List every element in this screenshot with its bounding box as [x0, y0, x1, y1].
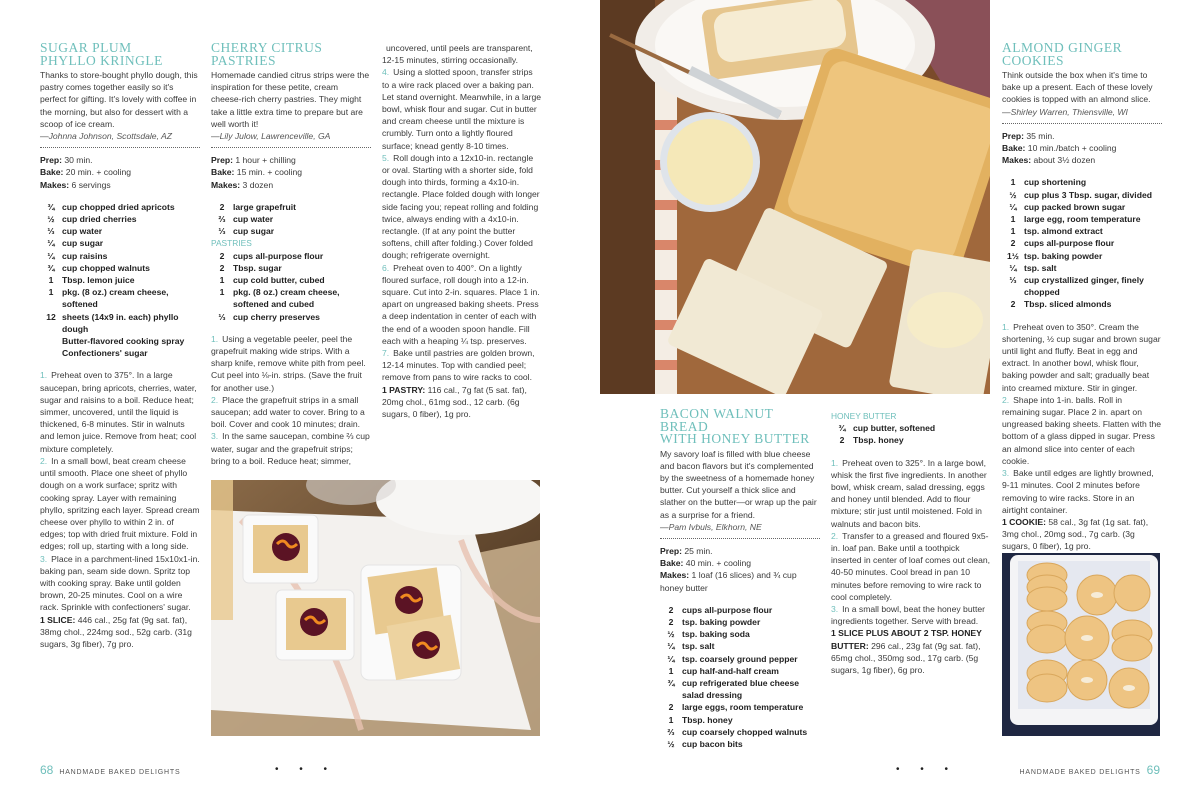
- ingredient-text: cup dried cherries: [62, 214, 137, 225]
- step-text: Place the grapefruit strips in a small saucepan; add water to cover. Bring to a boil. Cover and cook 10 minutes; drain.: [211, 394, 365, 430]
- instruction-step: [831, 457, 991, 530]
- ingredient-quantity: ¼: [47, 238, 55, 249]
- step-text: Using a vegetable peeler, peel the grapefruit making wide strips. With a sharp knife, remove white pith from peel. Cut peel into ⅛-in. strips. (Save the fruit for another use.): [211, 333, 366, 393]
- ingredient-text: sheets (14x9 in. each) phyllo dough: [62, 311, 179, 334]
- recipe-cherry-citrus-pastries: [211, 42, 371, 467]
- recipe-byline: —Pam Ivbuls, Elkhorn, NE: [660, 521, 762, 532]
- ingredient-item: [40, 286, 200, 310]
- ingredient-item: [211, 274, 371, 286]
- ingredient-text: cup raisins: [62, 250, 108, 261]
- step-number: 3.: [831, 604, 839, 615]
- prep-value: 35 min.: [1023, 130, 1055, 141]
- nutrition-value: 58 cal., 3g fat (1g sat. fat), 3mg chol., 20mg sod., 7g carb. (3g sugars, 0 fiber), 1g pro.: [1002, 516, 1149, 552]
- ingredient-quantity: ⅓: [218, 226, 226, 237]
- ingredient-item: [660, 714, 820, 726]
- nutrition-value: 296 cal., 23g fat (9g sat. fat), 65mg chol., 350mg sod., 17g carb. (5g sugars, 1g fiber), 6g pro.: [831, 640, 981, 676]
- ingredient-item: [1002, 250, 1162, 262]
- ingredient-text: pkg. (8 oz.) cream cheese, softened: [62, 287, 169, 310]
- makes-label: Makes:: [1002, 155, 1032, 166]
- instruction-step: [382, 42, 542, 66]
- step-text: Roll dough into a 12x10-in. rectangle or oval. Starting with a shorter side, fold dough into thirds, forming a 4x10-in. rectangle. Place folded dough with longer side facing you; repeat rolling and folding twice, always ending with a 4x10-in. rectangle. (If at any point the butter softens, chill after folding.) Cover folded dough; refrigerate overnight.: [382, 152, 540, 261]
- ingredient-text: cup cherry preserves: [233, 311, 320, 322]
- ingredient-list: [660, 604, 820, 750]
- ingredient-text: tsp. baking powder: [682, 616, 761, 627]
- instruction-step: [211, 333, 371, 394]
- ingredient-item: [660, 665, 820, 677]
- ingredient-item: [660, 616, 820, 628]
- ingredient-item: [1002, 298, 1162, 310]
- ingredient-text: Tbsp. honey: [853, 435, 904, 446]
- title-line-2: PASTRIES: [211, 52, 277, 68]
- ingredient-item: [1002, 225, 1162, 237]
- bake-label: Bake:: [1002, 143, 1026, 154]
- bacon-walnut-bread-photo: [600, 0, 990, 394]
- ingredient-item: [660, 677, 820, 701]
- ingredient-quantity: 2: [1010, 238, 1016, 249]
- bake-value: 40 min. + cooling: [683, 558, 752, 569]
- ingredient-quantity: 1: [1010, 214, 1016, 225]
- prep-value: 1 hour + chilling: [232, 155, 296, 166]
- ingredient-text: cups all-purpose flour: [233, 250, 324, 261]
- step-number: 1.: [831, 457, 839, 468]
- ingredient-text: tsp. salt: [1024, 262, 1057, 273]
- instruction-step: [382, 66, 542, 151]
- instruction-step: [211, 394, 371, 431]
- ingredient-item: [1002, 274, 1162, 298]
- title-line-2: WITH HONEY BUTTER: [660, 431, 810, 446]
- nutrition-value: 446 cal., 25g fat (9g sat. fat), 38mg chol., 224mg sod., 52g carb. (31g sugars, 3g fiber), 7g pro.: [40, 614, 192, 649]
- ingredient-item: [660, 628, 820, 640]
- ingredient-text: cup packed brown sugar: [1024, 201, 1126, 212]
- ingredient-item: [660, 738, 820, 750]
- recipe-intro: Homemade candied citrus strips were the inspiration for these petite, cream cheese-rich cherry pastries. They might take a little extra time to prepare but are well worth it!: [211, 70, 370, 129]
- instruction-step: [831, 530, 991, 603]
- makes-label: Makes:: [660, 570, 690, 581]
- bake-value: 20 min. + cooling: [63, 167, 132, 178]
- ingredient-text: cup water: [62, 226, 103, 237]
- ingredient-text: cup chopped walnuts: [62, 262, 150, 273]
- ingredient-text: tsp. baking powder: [1024, 250, 1103, 261]
- ingredient-item: [1002, 237, 1162, 249]
- recipe-sugar-plum-kringle: [40, 42, 200, 650]
- ingredient-list: [1002, 176, 1162, 310]
- ingredient-list-honey-butter: [831, 422, 991, 446]
- ingredient-item: [660, 640, 820, 652]
- ingredient-text: Tbsp. honey: [682, 714, 733, 725]
- ingredient-item: [40, 335, 200, 347]
- step-number: 3.: [40, 553, 48, 564]
- prep-label: Prep:: [40, 155, 62, 166]
- recipe-intro: Think outside the box when it's time to bake up a present. Each of these lovely cookies is topped with an almond slice.: [1002, 70, 1153, 105]
- recipe-almond-ginger-cookies: [1002, 42, 1162, 553]
- ingredient-quantity: 1: [219, 275, 225, 286]
- ingredient-quantity: [40, 347, 62, 359]
- ingredient-text: cup sugar: [62, 238, 104, 249]
- step-number: 2.: [211, 394, 219, 405]
- prep-label: Prep:: [1002, 130, 1024, 141]
- ingredient-item: [831, 422, 991, 434]
- nutrition-label: 1 SLICE PLUS ABOUT 2 TSP. HONEY BUTTER:: [831, 628, 982, 651]
- ingredient-item: [40, 274, 200, 286]
- ingredient-quantity: ½: [1009, 189, 1017, 200]
- footer-ornament-right: • • •: [896, 764, 958, 775]
- ingredient-item: [1002, 213, 1162, 225]
- ingredient-item: [1002, 201, 1162, 213]
- step-number: 1.: [211, 333, 219, 344]
- ingredient-item: [40, 201, 200, 213]
- instruction-step: [382, 152, 542, 262]
- instruction-step: [382, 262, 542, 347]
- ingredient-quantity: 1½: [1007, 250, 1019, 261]
- step-text: In the same saucepan, combine ⅔ cup water, sugar and the grapefruit strips; bring to a boil. Reduce heat; simmer,: [211, 431, 370, 466]
- nutrition-facts: [831, 627, 991, 676]
- footer-ornament-left: • • •: [275, 764, 337, 775]
- recipe-intro: My savory loaf is filled with blue cheese and bacon flavors but it's complemented by the sweetness of a homemade honey butter. Cut yourself a thick slice and slather on the butter—or wrap up the pair as a surprise for a friend.: [660, 448, 817, 520]
- bake-label: Bake:: [40, 167, 64, 178]
- nutrition-facts: [382, 384, 542, 421]
- recipe-byline: —Shirley Warren, Thiensville, WI: [1002, 106, 1128, 117]
- cookies-illustration: [1002, 553, 1160, 736]
- step-text: Preheat oven to 375°. In a large saucepan, bring apricots, cherries, water, sugar and raisins to a boil. Reduce heat; simmer, uncovered, until the liquid is thickened, 6-8 minutes. Stir in walnuts and lemon juice. Remove from heat; cool mixture completely.: [40, 370, 197, 454]
- nutrition-value: 116 cal., 7g fat (5 sat. fat), 20mg chol., 61mg sod., 12 carb. (6g sugars, 0 fiber), 1g pro.: [382, 384, 527, 420]
- prep-label: Prep:: [660, 545, 682, 556]
- nutrition-label: 1 COOKIE:: [1002, 516, 1046, 527]
- ingredient-item: [40, 213, 200, 225]
- title-line-1: ALMOND GINGER: [1002, 40, 1123, 55]
- step-text: In a small bowl, beat the honey butter ingredients together. Serve with bread.: [831, 604, 986, 627]
- ingredient-item: [660, 604, 820, 616]
- makes-label: Makes:: [40, 179, 70, 190]
- ingredient-text: large grapefruit: [233, 201, 297, 212]
- title-line-1: CHERRY CITRUS: [211, 40, 323, 55]
- step-text: Bake until pastries are golden brown, 12-14 minutes. Top with candied peel; remove from pans to wire racks to cool.: [382, 348, 535, 383]
- ingredient-quantity: ½: [47, 214, 55, 225]
- ingredient-quantity: ¼: [47, 250, 55, 261]
- nutrition-facts: [1002, 516, 1162, 553]
- ingredient-quantity: 1: [48, 275, 54, 286]
- prep-label: Prep:: [211, 155, 233, 166]
- ingredient-item: [211, 286, 371, 310]
- ingredient-item: [1002, 262, 1162, 274]
- step-text: Using a slotted spoon, transfer strips to a wire rack placed over a baking pan. Let stand overnight. Meanwhile, in a large bowl, whisk flour and sugar. Cut in butter and cream cheese until the mixture is crumbly. Turn onto a lightly floured surface; knead gently 8-10 times.: [382, 67, 542, 151]
- ingredient-text: cup butter, softened: [853, 423, 936, 434]
- step-text: Preheat oven to 325°. In a large bowl, whisk the first five ingredients. In another bowl, whisk cream, salad dressing, eggs and honey until blended. Add to flour mixture; stir just until moistened. Fold in walnuts and bacon bits.: [831, 457, 987, 529]
- step-list: [831, 457, 991, 628]
- title-line-2: PHYLLO KRINGLE: [40, 52, 163, 68]
- ingredient-text: cups all-purpose flour: [1024, 238, 1115, 249]
- step-list: [40, 369, 200, 613]
- ingredient-text: tsp. coarsely ground pepper: [682, 653, 798, 664]
- ingredient-quantity: 2: [668, 604, 674, 615]
- ingredient-subhead: PASTRIES: [211, 238, 252, 249]
- recipe-bacon-walnut-continued: [831, 410, 991, 676]
- ingredient-quantity: 1: [48, 287, 54, 298]
- recipe-title: [40, 42, 200, 67]
- ingredient-list: [211, 201, 371, 238]
- ingredient-item: [40, 237, 200, 249]
- ingredient-text: cup water: [233, 214, 274, 225]
- ingredient-quantity: 2: [668, 702, 674, 713]
- step-text: Preheat oven to 400°. On a lightly floured surface, roll dough into a 12-in. square. Cut into 2-in. squares. Place 1 in. apart on ungreased baking sheets. Press a deep indentation in center of each with the end of a wooden spoon handle. Fill each with a heaping ¼ tsp. preserves.: [382, 262, 540, 346]
- ingredient-item: [40, 262, 200, 274]
- ingredient-list-pastries: [211, 250, 371, 323]
- instruction-step: [40, 455, 200, 553]
- ingredient-quantity: 1: [668, 714, 674, 725]
- ingredient-subhead: HONEY BUTTER: [831, 411, 897, 421]
- ingredient-text: cup coarsely chopped walnuts: [682, 726, 808, 737]
- section-title: HANDMADE BAKED DELIGHTS: [59, 769, 181, 776]
- ingredient-item: [40, 250, 200, 262]
- ingredient-quantity: 2: [219, 250, 225, 261]
- ingredient-quantity: 2: [839, 435, 845, 446]
- ingredient-quantity: ⅓: [47, 226, 55, 237]
- almond-ginger-cookies-photo: [1002, 553, 1160, 736]
- recipe-meta: [660, 545, 820, 594]
- step-text: uncovered, until peels are transparent, 12-15 minutes, stirring occasionally.: [382, 43, 533, 66]
- ingredient-quantity: 1: [668, 665, 674, 676]
- ingredient-text: large eggs, room temperature: [682, 702, 804, 713]
- recipe-meta: [40, 154, 200, 191]
- step-number: 3.: [211, 431, 219, 442]
- instruction-step: [1002, 321, 1162, 394]
- step-text: In a small bowl, beat cream cheese until smooth. Place one sheet of phyllo dough on a work surface; spritz with cooking spray. Layer with remaining phyllo, spritzing each layer. Spread cream cheese over phyllo to within 2 in. of edges; top with dried fruit mixture. Fold in edges; roll up, starting with a long side.: [40, 455, 200, 552]
- recipe-title: [211, 42, 371, 67]
- makes-value: 1 loaf (16 slices) and ¾ cup honey butter: [660, 570, 797, 593]
- ingredient-quantity: 1: [1010, 226, 1016, 237]
- ingredient-text: cups all-purpose flour: [682, 604, 773, 615]
- ingredient-text: cup cold butter, cubed: [233, 275, 325, 286]
- prep-value: 25 min.: [681, 545, 713, 556]
- ingredient-text: cup crystallized ginger, finely chopped: [1024, 275, 1144, 298]
- recipe-cherry-citrus-continued: [382, 42, 542, 420]
- ingredient-item: [40, 225, 200, 237]
- ingredient-text: large egg, room temperature: [1024, 214, 1141, 225]
- ingredient-text: Confectioners' sugar: [62, 348, 148, 359]
- ingredient-quantity: 12: [46, 311, 56, 322]
- title-line-2: COOKIES: [1002, 52, 1065, 68]
- ingredient-quantity: ½: [667, 738, 675, 749]
- step-number: 7.: [382, 348, 390, 359]
- ingredient-quantity: ¼: [1009, 262, 1017, 273]
- ingredient-quantity: ¼: [1009, 201, 1017, 212]
- title-line-1: BACON WALNUT BREAD: [660, 406, 774, 434]
- step-number: 2.: [1002, 394, 1010, 405]
- recipe-byline: —Lily Julow, Lawrenceville, GA: [211, 131, 331, 142]
- dotted-divider: [211, 147, 371, 148]
- title-line-1: SUGAR PLUM: [40, 40, 132, 55]
- instruction-step: [211, 430, 371, 467]
- recipe-title: [660, 408, 820, 446]
- ingredient-quantity: ⅓: [1009, 275, 1017, 286]
- ingredient-text: cup sugar: [233, 226, 275, 237]
- dotted-divider: [660, 538, 820, 539]
- ingredient-quantity: ¾: [47, 262, 55, 273]
- ingredient-text: cup half-and-half cream: [682, 665, 779, 676]
- step-number: 1.: [40, 370, 48, 381]
- ingredient-text: cup shortening: [1024, 177, 1087, 188]
- instruction-step: [40, 553, 200, 614]
- ingredient-quantity: 2: [1010, 299, 1016, 310]
- ingredient-quantity: 1: [1010, 177, 1016, 188]
- ingredient-quantity: ¾: [838, 423, 846, 434]
- bake-value: 10 min./batch + cooling: [1025, 143, 1117, 154]
- ingredient-item: [211, 225, 371, 237]
- ingredient-item: [660, 726, 820, 738]
- step-number: 5.: [382, 152, 390, 163]
- ingredient-text: Tbsp. lemon juice: [62, 275, 135, 286]
- nutrition-label: 1 SLICE:: [40, 614, 76, 625]
- right-page-footer: [1020, 763, 1160, 777]
- recipe-byline: —Johnna Johnson, Scottsdale, AZ: [40, 131, 173, 142]
- step-text: Shape into 1-in. balls. Roll in remaining sugar. Place 2 in. apart on ungreased baking sheets. Flatten with the bottom of a glass dipped in sugar. Press an almond slice into center of each cookie.: [1002, 394, 1162, 466]
- ingredient-list: [40, 201, 200, 360]
- ingredient-item: [211, 201, 371, 213]
- nutrition-facts: [40, 614, 200, 651]
- ingredient-quantity: ½: [667, 629, 675, 640]
- ingredient-item: [211, 213, 371, 225]
- ingredient-item: [211, 262, 371, 274]
- ingredient-quantity: ⅔: [667, 726, 675, 737]
- recipe-meta: [1002, 130, 1162, 167]
- ingredient-text: Butter-flavored cooking spray: [62, 336, 185, 347]
- section-title: HANDMADE BAKED DELIGHTS: [1019, 769, 1141, 776]
- ingredient-quantity: ⅓: [218, 311, 226, 322]
- ingredient-quantity: 2: [219, 262, 225, 273]
- ingredient-text: cup plus 3 Tbsp. sugar, divided: [1024, 189, 1152, 200]
- step-text: Place in a parchment-lined 15x10x1-in. baking pan, seam side down. Spritz top with cooking spray. Bake until golden brown, 20-25 minutes. Cool on a wire rack. Sprinkle with confectioners' sugar.: [40, 553, 200, 613]
- ingredient-item: [211, 311, 371, 323]
- dotted-divider: [40, 147, 200, 148]
- bake-label: Bake:: [211, 167, 235, 178]
- step-number: 1.: [1002, 321, 1010, 332]
- dotted-divider: [1002, 123, 1162, 124]
- instruction-step: [382, 347, 542, 384]
- instruction-step: [831, 603, 991, 627]
- ingredient-item: [40, 311, 200, 335]
- ingredient-text: pkg. (8 oz.) cream cheese, softened and cubed: [233, 287, 340, 310]
- ingredient-quantity: 2: [219, 201, 225, 212]
- ingredient-text: tsp. almond extract: [1024, 226, 1103, 237]
- ingredient-text: tsp. salt: [682, 641, 715, 652]
- recipe-meta: [211, 154, 371, 191]
- makes-value: 3 dozen: [240, 179, 274, 190]
- prep-value: 30 min.: [61, 155, 93, 166]
- ingredient-item: [660, 653, 820, 665]
- instruction-step: [1002, 467, 1162, 516]
- makes-value: 6 servings: [69, 179, 111, 190]
- ingredient-quantity: [40, 335, 62, 347]
- ingredient-text: cup chopped dried apricots: [62, 201, 175, 212]
- ingredient-quantity: 1: [219, 287, 225, 298]
- cherry-citrus-pastries-photo: [211, 480, 540, 736]
- makes-label: Makes:: [211, 179, 241, 190]
- ingredient-item: [831, 434, 991, 446]
- ingredient-text: tsp. baking soda: [682, 629, 750, 640]
- step-number: 6.: [382, 262, 390, 273]
- ingredient-text: cup refrigerated blue cheese salad dressing: [682, 677, 800, 701]
- instruction-step: [1002, 394, 1162, 467]
- step-list-continued: [382, 42, 542, 384]
- nutrition-label: 1 PASTRY:: [382, 384, 426, 395]
- recipe-title: [1002, 42, 1162, 67]
- ingredient-quantity: ¾: [667, 677, 675, 688]
- left-page-footer: [40, 763, 180, 777]
- ingredient-quantity: ¾: [47, 201, 55, 212]
- step-text: Transfer to a greased and floured 9x5-in. loaf pan. Bake until a toothpick inserted in center of loaf comes out clean, 40-50 minutes. Cool bread in pan 10 minutes before removing to wire rack to cool completely.: [831, 530, 991, 602]
- step-number: 2.: [40, 455, 48, 466]
- step-number: 3.: [1002, 468, 1010, 479]
- step-number: 4.: [382, 67, 390, 78]
- step-list: [211, 333, 371, 467]
- ingredient-text: cup bacon bits: [682, 738, 743, 749]
- ingredient-quantity: ¼: [667, 641, 675, 652]
- ingredient-item: [660, 701, 820, 713]
- step-text: Bake until edges are lightly browned, 9-11 minutes. Cool 2 minutes before removing to wire racks. Store in an airtight container.: [1002, 468, 1154, 515]
- ingredient-quantity: ¼: [667, 653, 675, 664]
- ingredient-quantity: ⅔: [218, 214, 226, 225]
- ingredient-item: [40, 347, 200, 359]
- ingredient-quantity: 2: [668, 616, 674, 627]
- bread-illustration: [600, 0, 990, 394]
- ingredient-text: Tbsp. sugar: [233, 262, 282, 273]
- ingredient-item: [1002, 189, 1162, 201]
- recipe-bacon-walnut-bread: [660, 408, 820, 760]
- ingredient-text: Tbsp. sliced almonds: [1024, 299, 1112, 310]
- step-number: 2.: [831, 530, 839, 541]
- step-list: [1002, 321, 1162, 516]
- page-number: 68: [40, 763, 54, 777]
- pastries-illustration: [211, 480, 540, 736]
- ingredient-item: [1002, 176, 1162, 188]
- step-text: Preheat oven to 350°. Cream the shortening, ½ cup sugar and brown sugar until light and fluffy. Beat in egg and extract. In another bowl, whisk flour, baking powder and salt; gradually beat into creamed mixture. Stir in ginger.: [1002, 321, 1161, 393]
- recipe-intro: Thanks to store-bought phyllo dough, this pastry comes together easily so it's perfect for gifting. It's lovely with coffee in the morning, but also for dessert with a scoop of ice cream.: [40, 70, 198, 129]
- ingredient-item: [211, 250, 371, 262]
- makes-value: about 3½ dozen: [1031, 155, 1096, 166]
- bake-value: 15 min. + cooling: [234, 167, 303, 178]
- page-number: 69: [1146, 763, 1160, 777]
- bake-label: Bake:: [660, 558, 684, 569]
- instruction-step: [40, 369, 200, 454]
